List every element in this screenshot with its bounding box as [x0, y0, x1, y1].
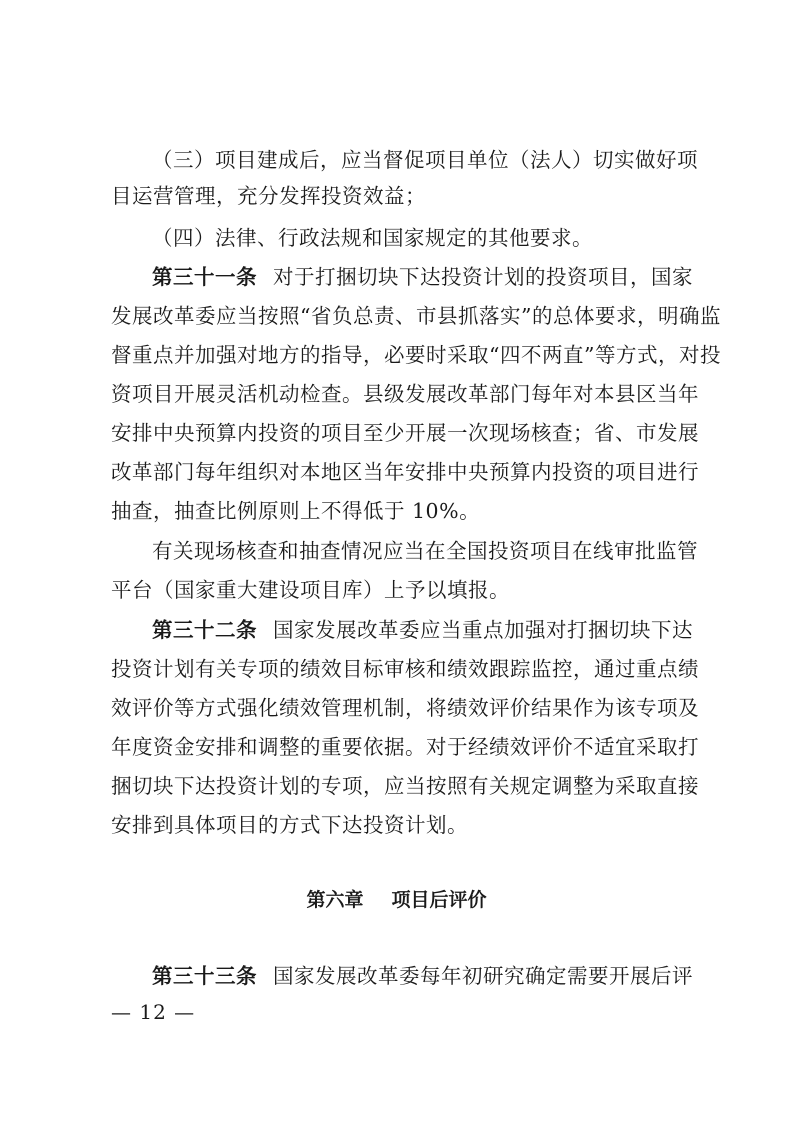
article-32-label: 第三十二条: [152, 618, 257, 642]
article-32-text: 国家发展改革委应当重点加强对打捆切块下达: [273, 618, 693, 642]
chapter-heading: [0, 888, 793, 912]
article-32-line-4: 年度资金安排和调整的重要依据。对于经绩效评价不适宜采取打: [111, 735, 699, 759]
article-33-text: 国家发展改革委每年初研究确定需要开展后评: [273, 964, 693, 988]
article-31-line-5: 安排中央预算内投资的项目至少开展一次现场核查；省、市发展: [111, 421, 699, 445]
article-31-line-3: 督重点并加强对地方的指导，必要时采取“四不两直”等方式，对投: [111, 343, 721, 367]
chapter-number: 第六章: [306, 889, 364, 911]
article-31-line-6: 改革部门每年组织对本地区当年安排中央预算内投资的项目进行: [111, 460, 699, 484]
article-32-line-5: 捆切块下达投资计划的专项，应当按照有关规定调整为采取直接: [111, 774, 699, 798]
paragraph-item-4-line-1: （四）法律、行政法规和国家规定的其他要求。: [152, 226, 593, 250]
page-number: — 12 —: [111, 1000, 196, 1024]
article-31-line-4: 资项目开展灵活机动检查。县级发展改革部门每年对本县区当年: [111, 382, 699, 406]
article-31b-line-2: 平台（国家重大建设项目库）上予以填报。: [111, 578, 510, 602]
article-31-text: 对于打捆切块下达投资计划的投资项目，国家: [273, 265, 693, 289]
chapter-title: 项目后评价: [391, 889, 487, 911]
article-31-line-7: 抽查，抽查比例原则上不得低于 10%。: [111, 499, 481, 523]
article-31b-line-1: 有关现场核查和抽查情况应当在全国投资项目在线审批监管: [152, 539, 698, 563]
article-33-label: 第三十三条: [152, 964, 257, 988]
article-32-line-2: 投资计划有关专项的绩效目标审核和绩效跟踪监控，通过重点绩: [111, 657, 699, 681]
paragraph-item-3-line-1: （三）项目建成后，应当督促项目单位（法人）切实做好项: [152, 148, 698, 172]
article-32-line-1: [152, 618, 693, 642]
paragraph-item-3-line-2: 目运营管理，充分发挥投资效益；: [111, 184, 426, 208]
article-31-label: 第三十一条: [152, 265, 257, 289]
article-32-line-3: 效评价等方式强化绩效管理机制，将绩效评价结果作为该专项及: [111, 696, 699, 720]
article-33-line-1: [152, 964, 693, 988]
article-31-line-2: 发展改革委应当按照“省负总责、市县抓落实”的总体要求，明确监: [111, 304, 721, 328]
article-32-line-6: 安排到具体项目的方式下达投资计划。: [111, 813, 468, 837]
article-31-line-1: [152, 265, 693, 289]
